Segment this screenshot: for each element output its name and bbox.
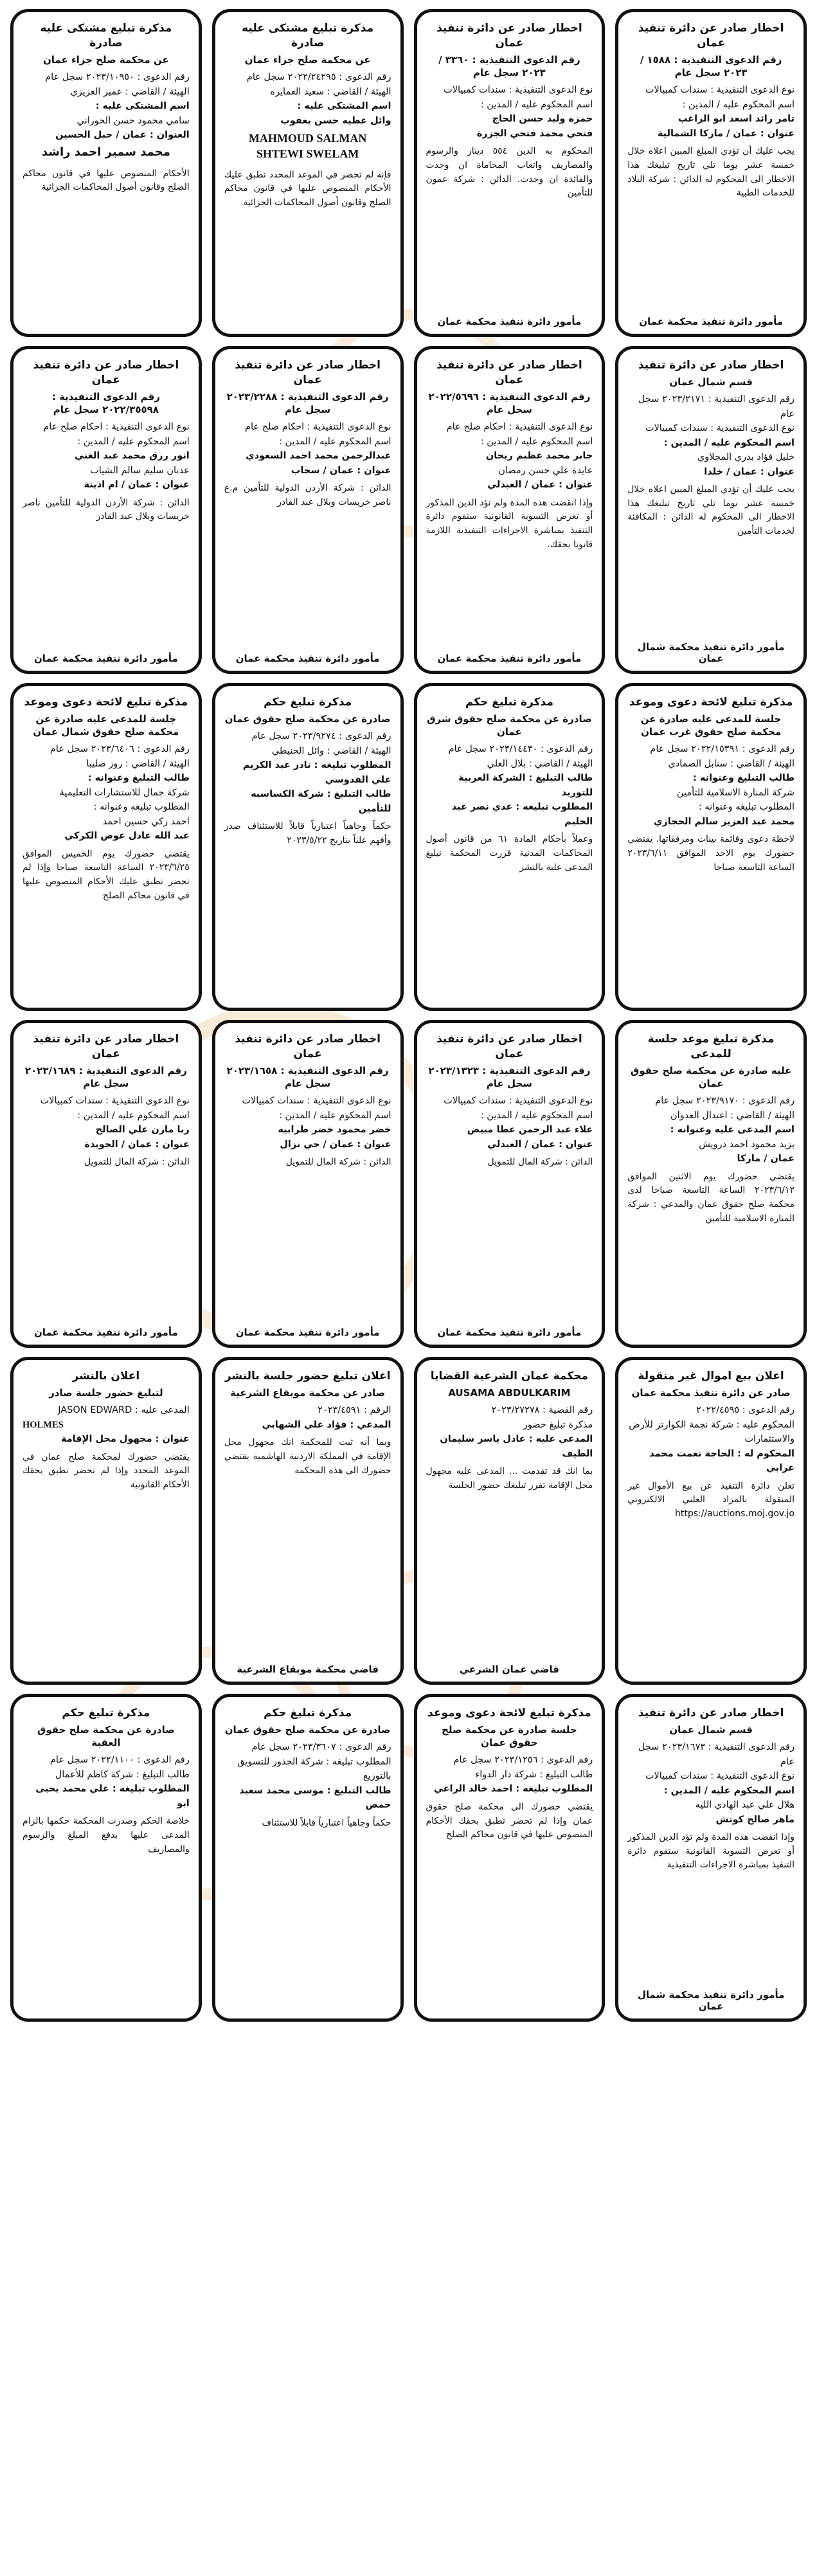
- notice-line: عنوان : عمان / سحاب: [291, 465, 391, 476]
- notice-line: الهيئة / القاضي : عمير العزيزي: [70, 86, 190, 97]
- notice-title: مذكرة تبليغ حكم: [264, 1707, 352, 1719]
- notice-subtitle: صادر عن دائرة تنفيذ محكمة عمان: [631, 1386, 791, 1399]
- notice-subtitle: رقم الدعوى التنفيذية : ٣٣٦٠ / ٢٠٢٣ سجل عام: [438, 53, 580, 79]
- notice-subtitle: صادر عن محكمة موبقاع الشرعية: [230, 1386, 386, 1399]
- notice-line: المطلوب تبليغه : احمد خالد الراعي: [433, 1784, 593, 1795]
- notice-body: حكماً وجاهياً اعتبارياً قابلاً للاستئناف: [262, 1817, 391, 1828]
- notice-line: الهيئة / القاضي : بلال العلي: [487, 758, 593, 769]
- notice-title: مذكرة تبليغ حكم: [465, 696, 553, 709]
- notice-line: نوع الدعوى التنفيذية : سندات كمبيالات: [645, 423, 795, 434]
- notice-line: رقم الدعوى : ٢٠٢٣/١٤٤٣٠ سجل عام: [448, 744, 593, 755]
- notice-body: الدائن : شركة الأردن الدولية للتأمين م.ع ناصر خريسات وبلال عبد القادر: [224, 483, 391, 507]
- notice-subtitle: AUSAMA ABDULKARIM: [448, 1386, 571, 1399]
- legal-notice: [10, 1357, 202, 1685]
- notice-subtitle: صادرة عن محكمة صلح حقوق شرق عمان: [427, 712, 592, 738]
- notice-line: المدعى عليه : JASON EDWARD: [58, 1405, 190, 1416]
- notice-line: فتحي محمد فتحي الجزرة: [476, 128, 593, 139]
- notice-party-name: محمد سمير احمد راشد: [41, 145, 170, 159]
- notice-line: المدعى عليه : عادل ياسر سليمان الطيف: [440, 1434, 593, 1459]
- notice-line: نوع الدعوى التنفيذية : سندات كمبيالات: [242, 1096, 391, 1107]
- notice-line: اسم المشتكى عليه :: [297, 101, 391, 112]
- notice-line: عنوان : مجهول محل الإقامة: [60, 1434, 190, 1445]
- legal-notice: [615, 9, 807, 337]
- notice-subtitle: عن محكمة صلح جزاء عمان: [244, 53, 371, 66]
- notice-subtitle: جلسة للمدعى عليه صادرة عن محكمة صلح حقوق غرب عمان: [640, 712, 782, 738]
- notice-title: اخطار صادر عن دائرة تنفيذ عمان: [436, 359, 582, 386]
- notice-line: رقم الدعوى التنفيذية : ٢٠٢٣/١٦٧٣ سجل عام: [638, 1742, 795, 1767]
- notice-line: رقم الدعوى : ٢٠٢٣/٩١٧٠ سجل عام: [655, 1096, 795, 1107]
- legal-notice: [212, 9, 404, 337]
- notice-subtitle: صادرة عن محكمة صلح حقوق عمان: [224, 712, 391, 725]
- legal-notice: [414, 1020, 606, 1348]
- notice-title: اخطار صادر عن دائرة تنفيذ عمان: [33, 1033, 179, 1060]
- notice-title: اخطار صادر عن دائرة تنفيذ: [638, 1707, 784, 1719]
- notice-body: وإذا انقضت هذه المدة ولم تؤد الدين المذكور أو تعرض التسوية القانونية ستقوم دائرة التنفيذ بمباشرة الاجراءات التنفيذية اللازمة قانونا بحقك.: [426, 497, 593, 550]
- notice-subtitle: رقم الدعوى التنفيذية : ٢٠٢٣/٢٢٨٨ سجل عام: [226, 390, 389, 416]
- notice-line: نوع الدعوى التنفيذية : احكام صلح عام: [43, 422, 190, 433]
- notice-title: اخطار صادر عن دائرة تنفيذ: [638, 359, 784, 372]
- notice-signature: مأمور دائرة تنفيذ محكمة عمان: [437, 316, 582, 327]
- notice-line: الهيئة / القاضي : اعتدال العدوان: [670, 1110, 795, 1121]
- notice-body: الأحكام المنصوص عليها في قانون محاكم الصلح وقانون أصول المحاكمات الجزائية: [22, 168, 190, 193]
- legal-notice: [615, 346, 807, 674]
- notice-line: شركة المنارة الاسلامية للتأمين: [676, 787, 795, 798]
- notice-line: احمد زكي حسين احمد: [102, 816, 190, 827]
- notice-line: نوع الدعوى التنفيذية : سندات كمبيالات: [645, 85, 795, 96]
- notice-subtitle: قسم شمال عمان: [669, 376, 753, 388]
- legal-notice: [615, 1694, 807, 2022]
- notice-line: HOLMES: [22, 1419, 64, 1430]
- notice-line: عنوان : عمان / ام اذينة: [84, 480, 190, 491]
- notice-line: اسم المحكوم عليه / المدين :: [480, 436, 593, 447]
- notice-line: نوع الدعوى التنفيذية : سندات كمبيالات: [645, 1771, 795, 1782]
- notice-line: اسم المحكوم عليه / المدين :: [77, 436, 190, 447]
- notice-title: مذكرة تبليغ موعد جلسة للمدعى: [647, 1033, 775, 1060]
- notice-line: اسم المحكوم عليه / المدين :: [682, 99, 795, 110]
- legal-notice: [10, 683, 202, 1011]
- notice-title: اخطار صادر عن دائرة تنفيذ عمان: [436, 1033, 582, 1060]
- notice-line: عدنان سليم سالم الشياب: [90, 465, 190, 476]
- notice-line: عنوان : عمان / العبدلي: [487, 480, 593, 491]
- legal-notice: [615, 683, 807, 1011]
- notice-line: رقم الدعوى : ٢٠٢٣/١٠٩٥٠ سجل عام: [45, 72, 190, 83]
- notice-line: خليل فؤاد بدري المجلاوي: [697, 452, 795, 463]
- notice-line: اسم المحكوم عليه / المدين :: [480, 1110, 593, 1121]
- notice-line: هلال علي عبد الهادي الليه: [695, 1800, 795, 1811]
- notice-title: مذكرة تبليغ حكم: [62, 1707, 150, 1719]
- notice-line: طالب التبليغ : موسى محمد سعيد حمص: [239, 1785, 391, 1811]
- legal-notice: [10, 1694, 202, 2022]
- notice-line: شركة جمال للاستشارات التعليمية: [59, 787, 190, 798]
- notice-line: محمد عبد العزيز سالم الحجازي: [654, 816, 795, 827]
- notice-line: مذكرة تبليغ حضور: [523, 1419, 593, 1430]
- notice-line: المدعي : فؤاد علي الشهابي: [262, 1419, 391, 1430]
- notice-line: اسم المحكوم عليه / المدين :: [77, 1110, 190, 1121]
- notice-signature: مأمور دائرة تنفيذ محكمة شمال عمان: [637, 641, 785, 664]
- notice-signature: مأمور دائرة تنفيذ محكمة عمان: [235, 1327, 380, 1338]
- legal-notice: [212, 346, 404, 674]
- notice-line: تامر رائد اسعد ابو الراغب: [678, 114, 795, 125]
- notice-line: المطلوب تبليغه : نادر عبد الكريم علي القدوسي: [242, 760, 391, 785]
- notice-signature: قاضي عمان الشرعي: [459, 1664, 559, 1675]
- notice-body: يقتضي حضورك يوم الاثنين الموافق ٢٠٢٣/٦/١٢ الساعة التاسعة صباحا لدى محكمة صلح حقوق عمان والمدعي : شركة المنارة الاسلامية للتأمين: [627, 1171, 795, 1224]
- notice-title: اخطار صادر عن دائرة تنفيذ عمان: [235, 359, 381, 386]
- notice-body: وبما أنه ثبت للمحكمة انك مجهول محل الإقامة في المملكة الاردنية الهاشمية يقتضي حضورك الى هذه المحكمة: [224, 1437, 391, 1476]
- notice-line: رقم الدعوى : ٢٠٢٣/١٢٥٦ سجل عام: [453, 1755, 593, 1766]
- notice-body: بما انك قد تقدمت ... المدعى عليه مجهول محل الإقامة تقرر تبليغك حضور الجلسة: [426, 1466, 593, 1491]
- notice-subtitle: صادرة عن محكمة صلح حقوق العقبة: [37, 1723, 175, 1749]
- notice-line: يزيد محمود احمد درويش: [699, 1139, 795, 1150]
- notice-body: تعلن دائرة التنفيذ عن بيع الأموال غير المنقولة بالمزاد العلني الالكتروني https://auctions.moj.gov.jo: [627, 1480, 795, 1519]
- notice-body: الدائن : شركة المال للتمويل: [285, 1157, 391, 1168]
- notice-line: الهيئة / القاضي : وائل الحنيطي: [271, 745, 391, 756]
- notice-signature: قاضي محكمة موبقاع الشرعية: [237, 1664, 379, 1675]
- notice-line: اسم المدعى عليه وعنوانه :: [670, 1125, 795, 1136]
- notice-line: المطلوب تبليغه : عدي نصر عبد الحليم: [451, 802, 593, 827]
- notice-line: الرقم : ٢٠٢٣/٤٥٩١: [318, 1405, 391, 1416]
- notice-line: ماهر صالح كوتش: [715, 1814, 795, 1825]
- notice-body: يجب عليك أن تؤدي المبلغ المبين اعلاه خلال خمسة عشر يوما تلي تاريخ تبليغك هذا الاخطار الى المحكوم له الدائن : المكافئة لخدمات التأمين: [627, 484, 795, 537]
- notice-signature: مأمور دائرة تنفيذ محكمة عمان: [437, 1327, 582, 1338]
- legal-notice: [212, 1357, 404, 1685]
- legal-notice: [414, 346, 606, 674]
- notice-line: طالب التبليغ وعنوانه :: [693, 773, 795, 784]
- legal-notice: [10, 9, 202, 337]
- notice-line: عبد الله عادل عوض الكركي: [64, 831, 190, 842]
- notice-title: اخطار صادر عن دائرة تنفيذ عمان: [638, 22, 784, 50]
- notice-line: رقم الدعوى : ٢٠٢٣/٦٤٠٦ سجل عام: [49, 744, 190, 755]
- notice-line: انور رزق محمد عبد الغني: [75, 451, 190, 462]
- notice-body: يقتضي حضورك الى محكمة صلح حقوق عمان وإذا لم تحضر تطبق بحقك الأحكام المنصوص عليها في قانون محاكم الصلح: [426, 1801, 593, 1840]
- notice-party-name: MAHMOUD SALMAN SHTEWI SWELAM: [248, 132, 367, 161]
- notice-line: خضر محمود خضر طرابيه: [278, 1125, 391, 1136]
- notice-line: اسم المحكوم عليه / المدين :: [663, 1785, 795, 1796]
- notice-subtitle: رقم الدعوى التنفيذية : ١٥٨٨ / ٢٠٢٣ سجل عام: [640, 53, 782, 79]
- notice-subtitle: صادرة عن محكمة صلح حقوق عمان: [224, 1723, 391, 1736]
- legal-notice: [10, 1020, 202, 1348]
- notice-line: المطلوب تبليغه وعنوانه :: [698, 802, 795, 813]
- notice-title: مذكرة تبليغ حكم: [264, 696, 352, 709]
- notice-line: اسم المحكوم عليه / المدين :: [279, 436, 391, 447]
- legal-notice: [414, 1694, 606, 2022]
- notice-line: المطلوب تبليغه وعنوانه :: [93, 802, 190, 813]
- notice-line: عنوان : عمان / ماركا الشمالية: [657, 128, 795, 139]
- legal-notice: [414, 9, 606, 337]
- notice-line: رقم الدعوى : ٢٠٢٢/٤٥٩٥: [696, 1405, 795, 1416]
- notice-line: اسم المحكوم عليه / المدين :: [279, 1110, 391, 1121]
- notice-subtitle: عن محكمة صلح جزاء عمان: [43, 53, 169, 66]
- legal-notice: [615, 1357, 807, 1685]
- notice-line: عنوان : عمان / الجويدة: [84, 1139, 190, 1150]
- notice-line: العنوان : عمان / جبل الحسين: [55, 130, 190, 140]
- notice-subtitle: رقم الدعوى التنفيذية : ٢٠٢٣/١٦٨٩ سجل عام: [24, 1064, 187, 1090]
- notice-line: المطلوب تبليغه : شركة الجذور للتسويق بالتوزيع: [237, 1756, 391, 1782]
- notice-line: علاء عبد الرحمن عطا مبيض: [467, 1125, 593, 1136]
- notice-title: مذكرة تبليغ لائحة دعوى وموعد: [629, 696, 793, 709]
- notice-line: الهيئة / القاضي : روز صليبا: [86, 758, 190, 769]
- notice-line: عايدة علي حسن رمضان: [498, 465, 593, 476]
- legal-notice: [615, 1020, 807, 1348]
- notice-line: رقم الدعوى : ٢٠٢٢/٢٤٢٩٥ سجل عام: [246, 72, 391, 83]
- notice-line: عنوان : عمان / خلدا: [704, 466, 795, 477]
- notice-title: محكمة عمان الشرعية القضايا: [430, 1370, 589, 1383]
- notice-subtitle: رقم الدعوى التنفيذية : ٢٠٢٣/١٣٢٣ سجل عام: [428, 1064, 591, 1090]
- notice-line: نوع الدعوى التنفيذية : سندات كمبيالات: [40, 1096, 190, 1107]
- notice-line: نوع الدعوى التنفيذية : سندات كمبيالات: [444, 85, 593, 96]
- legal-notice: [10, 346, 202, 674]
- notice-body: الدائن : شركة المال للتمويل: [487, 1157, 593, 1168]
- notice-line: رقم الدعوى : ٢٠٢٢/١٥٣٩١ سجل عام: [650, 744, 795, 755]
- notice-line: المحكوم عليه : شركة نجمة الكوارتز للأرض والاستثمارات: [629, 1419, 795, 1445]
- notice-body: المحكوم به الدين ٥٥٤ دينار والرسوم والمصاريف واتعاب المحاماة ان وجدت والفائدة ان وجدت. الدائن : شركة عمون للتأمين: [426, 146, 593, 199]
- notice-body: وإذا انقضت هذه المدة ولم تؤد الدين المذكور أو تعرض التسوية القانونية ستقوم دائرة التنفيذ بمباشرة الاجراءات التنفيذية: [627, 1832, 795, 1871]
- notice-subtitle: رقم الدعوى التنفيذية : ٢٠٢٣/١٦٥٨ سجل عام: [226, 1064, 389, 1090]
- notice-title: مذكرة تبليغ مشتكى عليه صادرة: [242, 22, 374, 50]
- notice-line: طالب التبليغ : شركة كاظم للأعمال: [55, 1769, 190, 1780]
- notice-line: وائل عطيه حسن يعقوب: [280, 115, 391, 126]
- legal-notice: [212, 1694, 404, 2022]
- notice-line: اسم المحكوم عليه / المدين :: [663, 437, 795, 448]
- notice-line: المحكوم له : الحاجة نعمت محمد عرابي: [649, 1448, 795, 1474]
- notice-subtitle: قسم شمال عمان: [669, 1723, 753, 1736]
- notice-body: يقتضي حضورك يوم الخميس الموافق ٢٠٢٣/٦/٢٥ الساعة التاسعة صباحا وإذا لم تحضر تطبق عليك الأحكام المنصوص عليها في قانون محاكم الصلح: [22, 848, 190, 901]
- notice-line: عمان / ماركا: [737, 1154, 795, 1165]
- notice-line: اسم المشتكى عليه :: [95, 101, 190, 112]
- notice-title: اعلان بيع اموال غير منقولة: [638, 1370, 784, 1383]
- legal-notice: [414, 1357, 606, 1685]
- notice-line: طالب التبليغ : الشركة العربية للتوريد: [458, 773, 593, 798]
- notice-body: الدائن : شركة المال للتمويل: [84, 1157, 190, 1168]
- notice-line: نوع الدعوى التنفيذية : احكام صلح عام: [446, 422, 593, 433]
- notice-subtitle: رقم الدعوى التنفيذية : ٢٠٢٢/٣٥٥٩٨ سجل عام: [51, 390, 160, 416]
- notice-subtitle: جلسة للمدعى عليه صادرة عن محكمة صلح حقوق شمال عمان: [33, 712, 179, 738]
- notice-line: طالب التبليغ : شركة دار الدواء: [475, 1769, 593, 1780]
- notice-line: المطلوب تبليغه : علي محمد يحيى ابو: [35, 1784, 190, 1809]
- notice-subtitle: رقم الدعوى التنفيذية : ٢٠٢٢/٥٦٩٦ سجل عام: [428, 390, 591, 416]
- notice-title: مذكرة تبليغ مشتكى عليه صادرة: [40, 22, 172, 50]
- notice-line: عبدالرحمن محمد احمد السعودي: [246, 451, 391, 462]
- notice-line: رقم الدعوى : ٢٠٢٣/٣٦٠٧ سجل عام: [251, 1742, 391, 1753]
- notice-body: يجب عليك أن تؤدي المبلغ المبين اعلاه خلال خمسة عشر يوما تلي تاريخ تبليغك هذا الاخطار الى المحكوم له الدائن : شركة البلاد للخدمات الطبية: [627, 146, 795, 199]
- notice-signature: مأمور دائرة تنفيذ محكمة عمان: [639, 316, 784, 327]
- legal-notice: [414, 683, 606, 1011]
- notice-signature: مأمور دائرة تنفيذ محكمة عمان: [235, 653, 380, 664]
- notice-line: ربا مازن علي الصالح: [95, 1125, 190, 1136]
- notice-signature: مأمور دائرة تنفيذ محكمة عمان: [437, 653, 582, 664]
- notice-line: رقم الدعوى : ٢٠٢٣/٩٢٧٤ سجل عام: [251, 731, 391, 742]
- notice-body: الدائن : شركة الأردن الدولية للتأمين ناصر خريسات وبلال عبد القادر: [22, 497, 190, 522]
- notice-line: رقم القضية : ٢٠٢٣/٢٧٢٧٨: [491, 1405, 593, 1416]
- notice-title: اعلان تبليغ حضور جلسة بالنشر: [224, 1370, 391, 1383]
- notice-line: طالب التبليغ : شركة الكساسبه للتأمين: [251, 789, 391, 814]
- notice-line: نوع الدعوى التنفيذية : احكام صلح عام: [244, 422, 391, 433]
- notice-line: عنوان : عمان / حي نزال: [280, 1139, 391, 1150]
- notice-body: فإنه لم تحضر في الموعد المحدد تطبق عليك الأحكام المنصوص عليها في قانون محاكم الصلح وقانون أصول المحاكمات الجزائية: [224, 169, 391, 208]
- notice-subtitle: عليه صادرة عن محكمة صلح حقوق عمان: [630, 1064, 792, 1090]
- notice-line: اسم المحكوم عليه / المدين :: [480, 99, 593, 110]
- notice-body: لاحظة دعوى وقائمة بينات ومرفقاتها. يقتضي حضورك يوم الاحد الموافق ٢٠٢٣/٦/١١ الساعة التاسعة صباحا: [627, 834, 795, 873]
- notice-body: وعملاً بأحكام المادة ٦١ من قانون أصول المحاكمات المدنية قررت المحكمة تبليغ المدعى عليه بالنشر: [426, 834, 593, 873]
- notice-subtitle: لتبليغ حضور جلسة صادر: [49, 1386, 163, 1399]
- notice-line: الهيئة / القاضي : سنابل الصمادي: [668, 758, 795, 769]
- notice-subtitle: جلسة صادرة عن محكمة صلح حقوق عمان: [442, 1723, 577, 1749]
- notice-title: اخطار صادر عن دائرة تنفيذ عمان: [436, 22, 582, 50]
- notice-line: حمزه وليد حسن الحاج: [492, 114, 593, 125]
- notice-body: حكماً وجاهياً اعتبارياً قابلاً للاستئناف صدر وأفهم علناً بتاريخ ٢٠٢٣/٥/٢٢: [224, 821, 391, 846]
- notice-body: يقتضي حضورك لمحكمة صلح عمان في الموعد المحدد وإذا لم تحضر تطبق بحقك الأحكام القانونية: [22, 1451, 190, 1490]
- notice-line: رقم الدعوى التنفيذية : ٢٠٢٣/٢١٧١ سجل عام: [638, 394, 795, 419]
- notice-title: اعلان بالنشر: [72, 1370, 140, 1383]
- notice-title: مذكرة تبليغ لائحة دعوى وموعد: [427, 1707, 591, 1719]
- notice-line: سامي محمود حسن الحوراني: [76, 115, 190, 126]
- notice-line: رقم الدعوى : ٢٠٢٢/١١٠٠ سجل عام: [49, 1755, 190, 1766]
- notice-line: نوع الدعوى التنفيذية : سندات كمبيالات: [444, 1096, 593, 1107]
- notice-title: مذكرة تبليغ لائحة دعوى وموعد: [24, 696, 188, 709]
- legal-notice: [212, 683, 404, 1011]
- notice-line: عنوان : عمان / العبدلي: [487, 1139, 593, 1150]
- notice-line: جابر محمد عظيم ريحان: [485, 451, 593, 462]
- legal-notice: [212, 1020, 404, 1348]
- notice-line: طالب التبليغ وعنوانه :: [87, 773, 190, 784]
- notice-signature: مأمور دائرة تنفيذ محكمة عمان: [33, 653, 178, 664]
- notice-body: خلاصة الحكم وصدرت المحكمة حكمها بالزام المدعى عليها بدفع المبلغ والرسوم والمصاريف: [22, 1816, 190, 1855]
- notice-title: اخطار صادر عن دائرة تنفيذ عمان: [33, 359, 179, 386]
- notice-signature: مأمور دائرة تنفيذ محكمة عمان: [33, 1327, 178, 1338]
- notice-line: الهيئة / القاضي : سعيد العمايره: [270, 86, 391, 97]
- notice-title: اخطار صادر عن دائرة تنفيذ عمان: [235, 1033, 381, 1060]
- notice-signature: مأمور دائرة تنفيذ محكمة شمال عمان: [637, 1989, 785, 2012]
